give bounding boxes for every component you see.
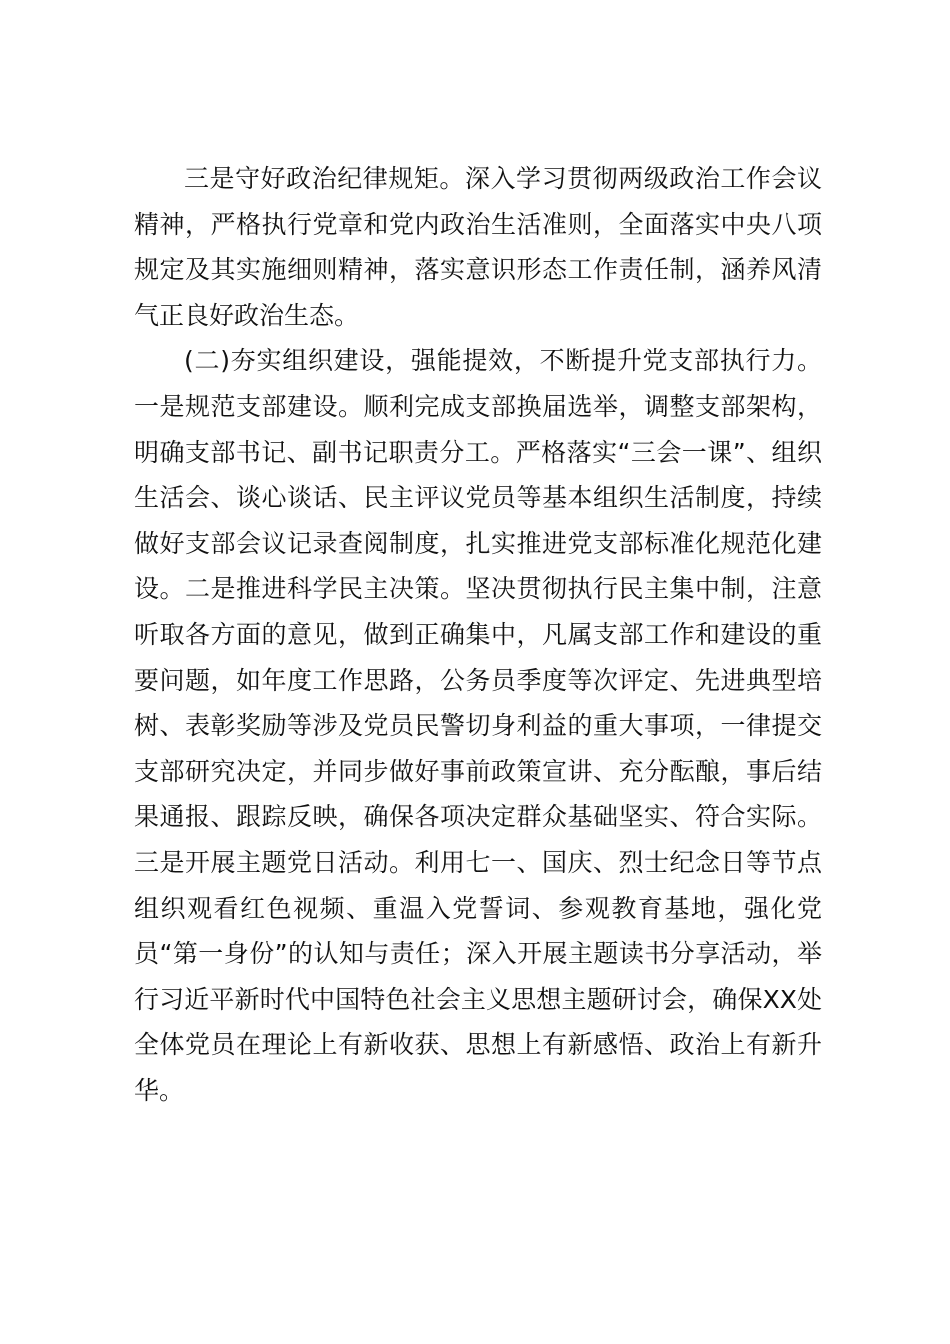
- paragraph-organization-building: (二)夯实组织建设，强能提效，不断提升党支部执行力。一是规范支部建设。顺利完成支部换届选举，调整支部架构，明确支部书记、副书记职责分工。严格落实“三会一课”、组织生活会、谈心谈话、民主评议党员等基本组织生活制度，持续做好支部会议记录查阅制度，扎实推进党支部标准化规范化建设。二是推进科学民主决策。坚决贯彻执行民主集中制，注意听取各方面的意见，做到正确集中，凡属支部工作和建设的重要问题，如年度工作思路，公务员季度等次评定、先进典型培树、表彰奖励等涉及党员民警切身利益的重大事项，一律提交支部研究决定，并同步做好事前政策宣讲、充分酝酿，事后结果通报、跟踪反映，确保各项决定群众基础坚实、符合实际。三是开展主题党日活动。利用七一、国庆、烈士纪念日等节点组织观看红色视频、重温入党誓词、参观教育基地，强化党员“第一身份”的认知与责任；深入开展主题读书分享活动，举行习近平新时代中国特色社会主义思想主题研讨会，确保XX处全体党员在理论上有新收获、思想上有新感悟、政治上有新升华。: [134, 346, 822, 1105]
- document-body: [134, 156, 822, 1113]
- paragraph-political-discipline: 三是守好政治纪律规矩。深入学习贯彻两级政治工作会议精神，严格执行党章和党内政治生活准则，全面落实中央八项规定及其实施细则精神，落实意识形态工作责任制，涵养风清气正良好政治生态。: [134, 164, 822, 330]
